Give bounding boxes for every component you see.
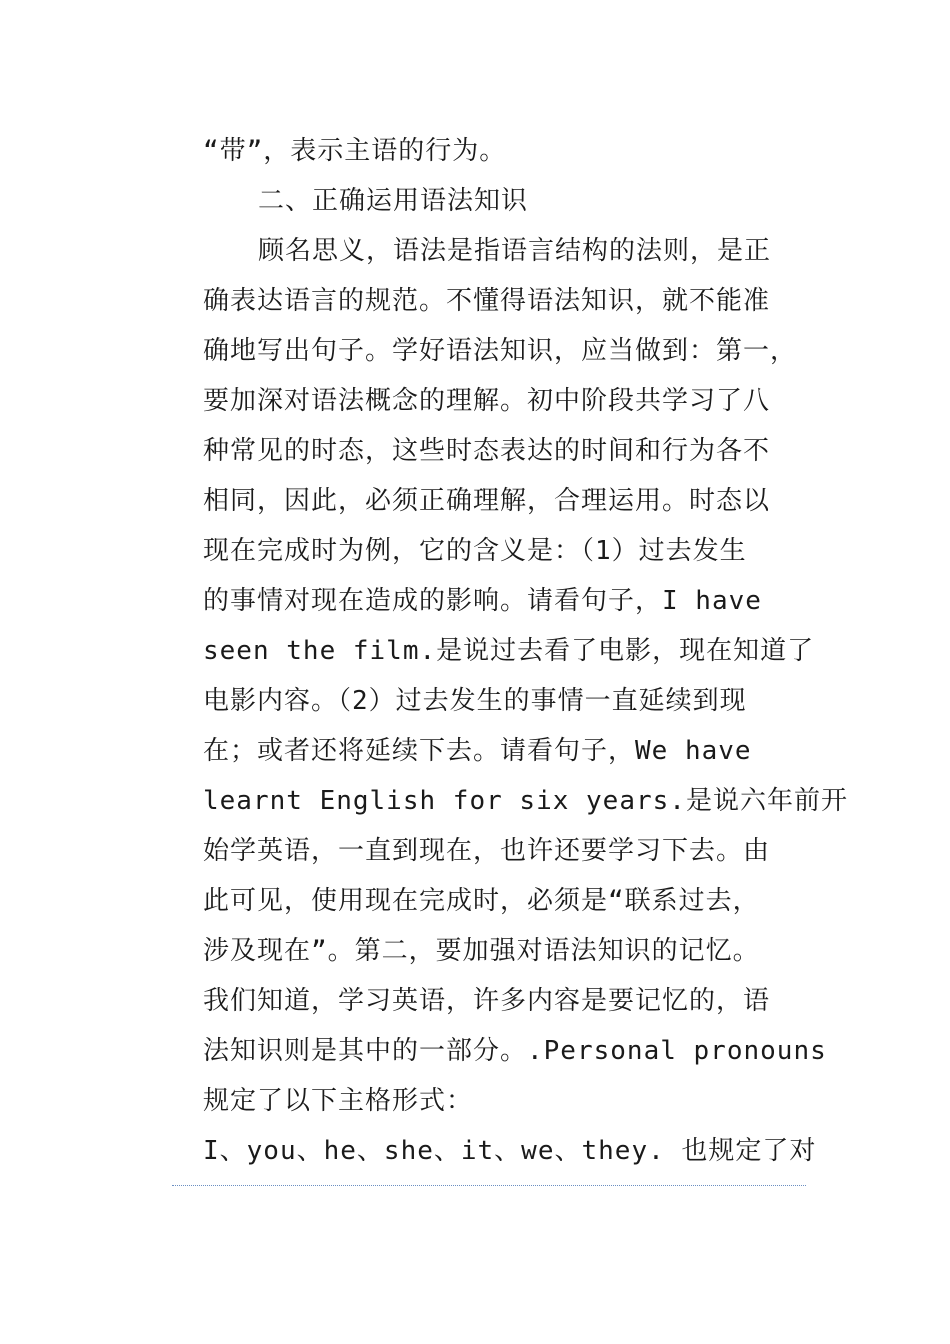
text-line: 确表达语言的规范。不懂得语法知识，就不能准 [203, 286, 771, 316]
text-line: 在；或者还将延续下去。请看句子，We have [203, 736, 752, 766]
text-line: 电影内容。（2）过去发生的事情一直延续到现 [203, 686, 747, 716]
text-line: 现在完成时为例，它的含义是：（1）过去发生 [203, 536, 747, 566]
text-line: 种常见的时态，这些时态表达的时间和行为各不 [203, 436, 771, 466]
text-line: 涉及现在”。第二，要加强对语法知识的记忆。 [203, 936, 760, 966]
text-line: 法知识则是其中的一部分。.Personal pronouns [203, 1036, 827, 1066]
text-line: “带”，表示主语的行为。 [203, 136, 507, 166]
paragraph-first-line: 顾名思义，语法是指语言结构的法则，是正 [258, 236, 772, 266]
page-footer-divider [172, 1185, 806, 1186]
text-line: I、you、he、she、it、we、they. 也规定了对 [203, 1136, 817, 1166]
section-heading: 二、正确运用语法知识 [258, 186, 529, 216]
text-line: 的事情对现在造成的影响。请看句子，I have [203, 586, 762, 616]
text-line: 相同，因此，必须正确理解，合理运用。时态以 [203, 486, 771, 516]
text-line: 要加深对语法概念的理解。初中阶段共学习了八 [203, 386, 771, 416]
text-line: seen the film.是说过去看了电影，现在知道了 [203, 636, 815, 666]
text-line: learnt English for six years.是说六年前开 [203, 786, 848, 816]
text-line: 此可见，使用现在完成时，必须是“联系过去， [203, 886, 760, 916]
text-line: 我们知道，学习英语，许多内容是要记忆的，语 [203, 986, 771, 1016]
text-line: 确地写出句子。学好语法知识，应当做到：第一， [203, 336, 798, 366]
text-line: 始学英语，一直到现在，也许还要学习下去。由 [203, 836, 771, 866]
text-line: 规定了以下主格形式： [203, 1086, 474, 1116]
